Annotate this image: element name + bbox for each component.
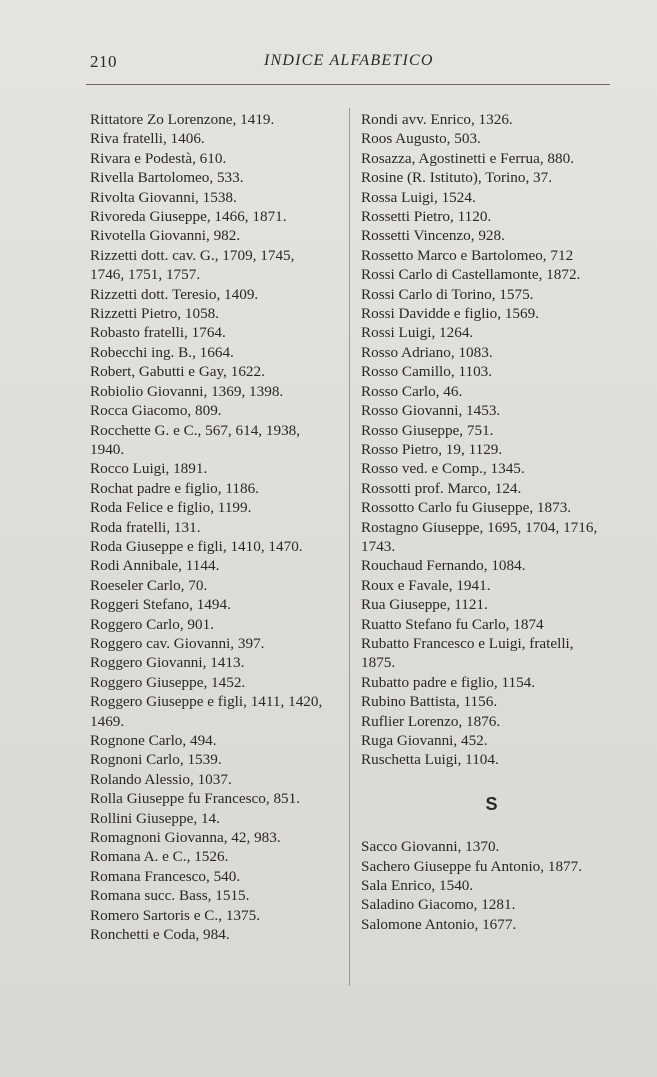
index-entry: 1875.	[361, 654, 396, 672]
index-entry: Rostagno Giuseppe, 1695, 1704, 1716,	[361, 518, 598, 536]
index-entry: Rosso Giuseppe, 751.	[361, 421, 494, 439]
index-entry: Rosazza, Agostinetti e Ferrua, 880.	[361, 149, 574, 167]
index-entry: Saladino Giacomo, 1281.	[361, 896, 516, 914]
index-entry: Romana succ. Bass, 1515.	[90, 887, 250, 905]
index-entry: Roeseler Carlo, 70.	[90, 576, 208, 594]
index-entry: Romero Sartoris e C., 1375.	[90, 906, 260, 924]
index-entry: Rocchette G. e C., 567, 614, 1938,	[90, 421, 301, 439]
index-entry: Rossotti prof. Marco, 124.	[361, 479, 522, 497]
index-entry: Rubino Battista, 1156.	[361, 693, 498, 711]
index-entry: Rocco Luigi, 1891.	[90, 460, 208, 478]
index-entry: Romana A. e C., 1526.	[90, 848, 229, 866]
index-entry: Romana Francesco, 540.	[90, 867, 241, 885]
index-entry: 1743.	[361, 537, 396, 555]
index-entry: Rolando Alessio, 1037.	[90, 770, 232, 788]
index-entry: 1746, 1751, 1757.	[90, 266, 201, 284]
page-number: 210	[90, 52, 117, 71]
index-entry: Rosso Adriano, 1083.	[361, 343, 493, 361]
index-entry: Robert, Gabutti e Gay, 1622.	[90, 363, 265, 381]
index-entry: Rivoreda Giuseppe, 1466, 1871.	[90, 208, 287, 226]
index-entry: 1940.	[90, 440, 125, 458]
index-entry: Salomone Antonio, 1677.	[361, 915, 517, 933]
section-letter-s: S	[485, 793, 499, 814]
index-entry: Roos Augusto, 503.	[361, 130, 481, 148]
index-entry: Rosso ved. e Comp., 1345.	[361, 460, 525, 478]
index-entry: Rosso Pietro, 19, 1129.	[361, 440, 503, 458]
index-entry: Rognone Carlo, 494.	[90, 732, 217, 749]
running-title: INDICE ALFABETICO	[264, 52, 434, 69]
index-entry: Sala Enrico, 1540.	[361, 877, 474, 895]
index-entry: Rolla Giuseppe fu Francesco, 851.	[90, 790, 301, 808]
index-entry: Roggeri Stefano, 1494.	[90, 596, 231, 614]
index-entry: Rochat padre e figlio, 1186.	[90, 479, 259, 497]
index-entry: Rossetto Marco e Bartolomeo, 712	[361, 246, 574, 264]
right-entries	[361, 110, 623, 770]
index-entry: Sacco Giovanni, 1370.	[361, 838, 500, 856]
index-entry: Rosso Giovanni, 1453.	[361, 402, 501, 420]
index-entry: Rossi Luigi, 1264.	[361, 324, 474, 342]
index-entry: Ruatto Stefano fu Carlo, 1874	[361, 615, 544, 633]
column-divider	[349, 108, 350, 986]
index-entry: Rossotto Carlo fu Giuseppe, 1873.	[361, 499, 572, 517]
index-entry: Roda Giuseppe e figli, 1410, 1470.	[90, 537, 303, 555]
index-entry: Roggero Giuseppe, 1452.	[90, 673, 246, 691]
index-entry: Rollini Giuseppe, 14.	[90, 809, 220, 827]
index-entry: Rivella Bartolomeo, 533.	[90, 169, 244, 187]
index-entry: Rizzetti Pietro, 1058.	[90, 305, 220, 323]
index-entry: Ruschetta Luigi, 1104.	[361, 751, 499, 769]
index-entry: Rossi Carlo di Torino, 1575.	[361, 285, 534, 303]
index-entry: Rodi Annibale, 1144.	[90, 557, 220, 575]
index-entry: Rondi avv. Enrico, 1326.	[361, 111, 513, 128]
index-entry: Roux e Favale, 1941.	[361, 576, 491, 594]
index-entry: Rizzetti dott. cav. G., 1709, 1745,	[90, 246, 295, 264]
index-entry: Ronchetti e Coda, 984.	[90, 926, 230, 944]
index-entry: Rittatore Zo Lorenzone, 1419.	[90, 111, 275, 128]
index-entry: Roggero Giovanni, 1413.	[90, 654, 245, 672]
index-entry: Riva fratelli, 1406.	[90, 130, 205, 148]
index-entry: Roggero Giuseppe e figli, 1411, 1420,	[90, 693, 323, 711]
index-entry: Rosine (R. Istituto), Torino, 37.	[361, 169, 553, 187]
section-s-entries	[361, 837, 623, 934]
page-header	[86, 52, 610, 78]
index-entry: Rossetti Pietro, 1120.	[361, 208, 492, 226]
index-entry: 1469.	[90, 712, 125, 730]
index-entry: Rivolta Giovanni, 1538.	[90, 188, 237, 206]
left-index-column	[90, 110, 345, 944]
index-entry: Rubatto Francesco e Luigi, fratelli,	[361, 634, 574, 652]
index-entry: Romagnoni Giovanna, 42, 983.	[90, 829, 281, 847]
index-entry: Rossa Luigi, 1524.	[361, 188, 476, 206]
index-entry: Robecchi ing. B., 1664.	[90, 343, 234, 361]
index-entry: Robiolio Giovanni, 1369, 1398.	[90, 382, 284, 400]
index-entry: Rosso Camillo, 1103.	[361, 363, 493, 381]
index-entry: Rocca Giacomo, 809.	[90, 402, 222, 420]
index-entry: Rosso Carlo, 46.	[361, 382, 463, 400]
index-entry: Ruga Giovanni, 452.	[361, 732, 488, 749]
index-entry: Rossi Carlo di Castellamonte, 1872.	[361, 266, 581, 284]
index-entry: Rossetti Vincenzo, 928.	[361, 227, 505, 245]
index-entry: Rivotella Giovanni, 982.	[90, 227, 241, 245]
index-entry: Rognoni Carlo, 1539.	[90, 751, 222, 769]
index-entry: Roggero Carlo, 901.	[90, 615, 215, 633]
right-index-column	[361, 110, 623, 934]
header-rule	[86, 84, 610, 85]
index-entry: Rizzetti dott. Teresio, 1409.	[90, 285, 259, 303]
index-entry: Rossi Davidde e figlio, 1569.	[361, 305, 540, 323]
index-entry: Roggero cav. Giovanni, 397.	[90, 634, 265, 652]
index-entry: Ruflier Lorenzo, 1876.	[361, 712, 501, 730]
index-entry: Rivara e Podestà, 610.	[90, 149, 227, 167]
index-entry: Roda fratelli, 131.	[90, 518, 201, 536]
index-entry: Rouchaud Fernando, 1084.	[361, 557, 526, 575]
index-entry: Sachero Giuseppe fu Antonio, 1877.	[361, 857, 583, 875]
index-entry: Rubatto padre e figlio, 1154.	[361, 673, 536, 691]
index-entry: Robasto fratelli, 1764.	[90, 324, 226, 342]
index-entry: Roda Felice e figlio, 1199.	[90, 499, 252, 517]
index-entry: Rua Giuseppe, 1121.	[361, 596, 488, 614]
